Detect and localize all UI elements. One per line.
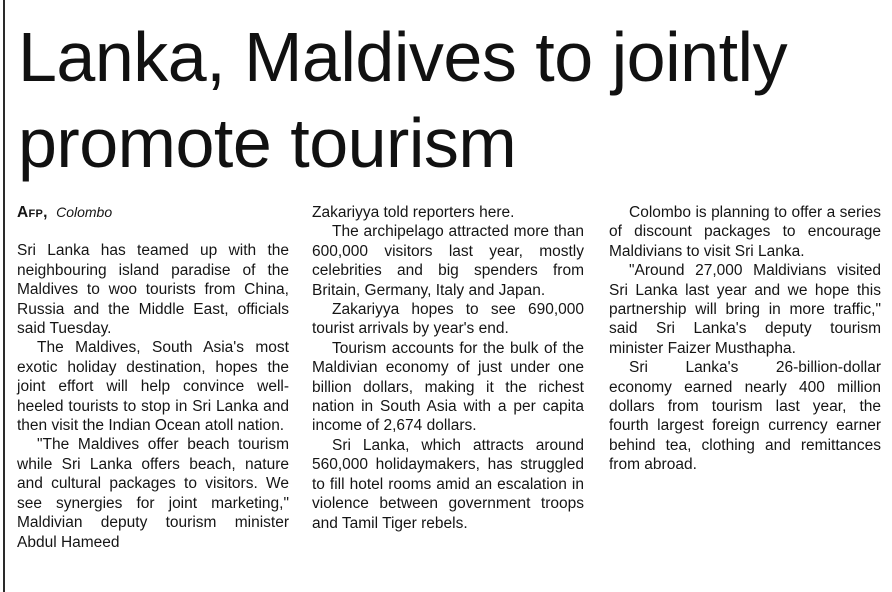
- article-column-2: [312, 203, 584, 533]
- headline-line-1: Lanka, Maldives to jointly: [18, 18, 788, 96]
- paragraph: Sri Lanka has teamed up with the neighbouring island paradise of the Maldives to woo tourists from China, Russia and the Middle East, officials said Tuesday.: [17, 242, 289, 338]
- headline: [18, 14, 878, 186]
- paragraph: The archipelago attracted more than 600,000 visitors last year, mostly celebrities and big spenders from Britain, Germany, Italy and Japan.: [312, 223, 584, 299]
- paragraph: Zakariyya hopes to see 690,000 tourist arrivals by year's end.: [312, 301, 584, 338]
- paragraph: Zakariyya told reporters here.: [312, 204, 515, 221]
- headline-line-2: promote tourism: [18, 104, 517, 182]
- article-column-3: [609, 203, 881, 475]
- byline: [17, 203, 289, 222]
- paragraph: Colombo is planning to offer a series of discount packages to encourage Maldivians to visit Sri Lanka.: [609, 204, 881, 260]
- column-rule: [3, 0, 5, 592]
- byline-agency: Afp,: [17, 204, 48, 221]
- byline-dateline: Colombo: [56, 204, 113, 220]
- paragraph: "The Maldives offer beach tourism while Sri Lanka offers beach, nature and cultural packages to visitors. We see synergies for joint marketing," Maldivian deputy tourism minister Abdul Hameed: [17, 436, 289, 551]
- paragraph: The Maldives, South Asia's most exotic holiday destination, hopes the joint effort will help convince well-heeled tourists to stop in Sri Lanka and then visit the Indian Ocean atoll nation.: [17, 339, 289, 435]
- paragraph: Sri Lanka, which attracts around 560,000 holidaymakers, has struggled to fill hotel rooms amid an escalation in violence between government troops and Tamil Tiger rebels.: [312, 436, 584, 532]
- paragraph: Tourism accounts for the bulk of the Maldivian economy of just under one billion dollars, making it the richest nation in South Asia with a per capita income of 2,674 dollars.: [312, 339, 584, 435]
- article-column-1: [17, 203, 289, 552]
- paragraph: "Around 27,000 Maldivians visited Sri Lanka last year and we hope this partnership will bring in more traffic," said Sri Lanka's deputy tourism minister Faizer Musthapha.: [609, 262, 881, 357]
- paragraph: Sri Lanka's 26-billion-dollar economy earned nearly 400 million dollars from tourism last year, the fourth largest foreign currency earner behind tea, clothing and remittances from abroad.: [609, 359, 881, 474]
